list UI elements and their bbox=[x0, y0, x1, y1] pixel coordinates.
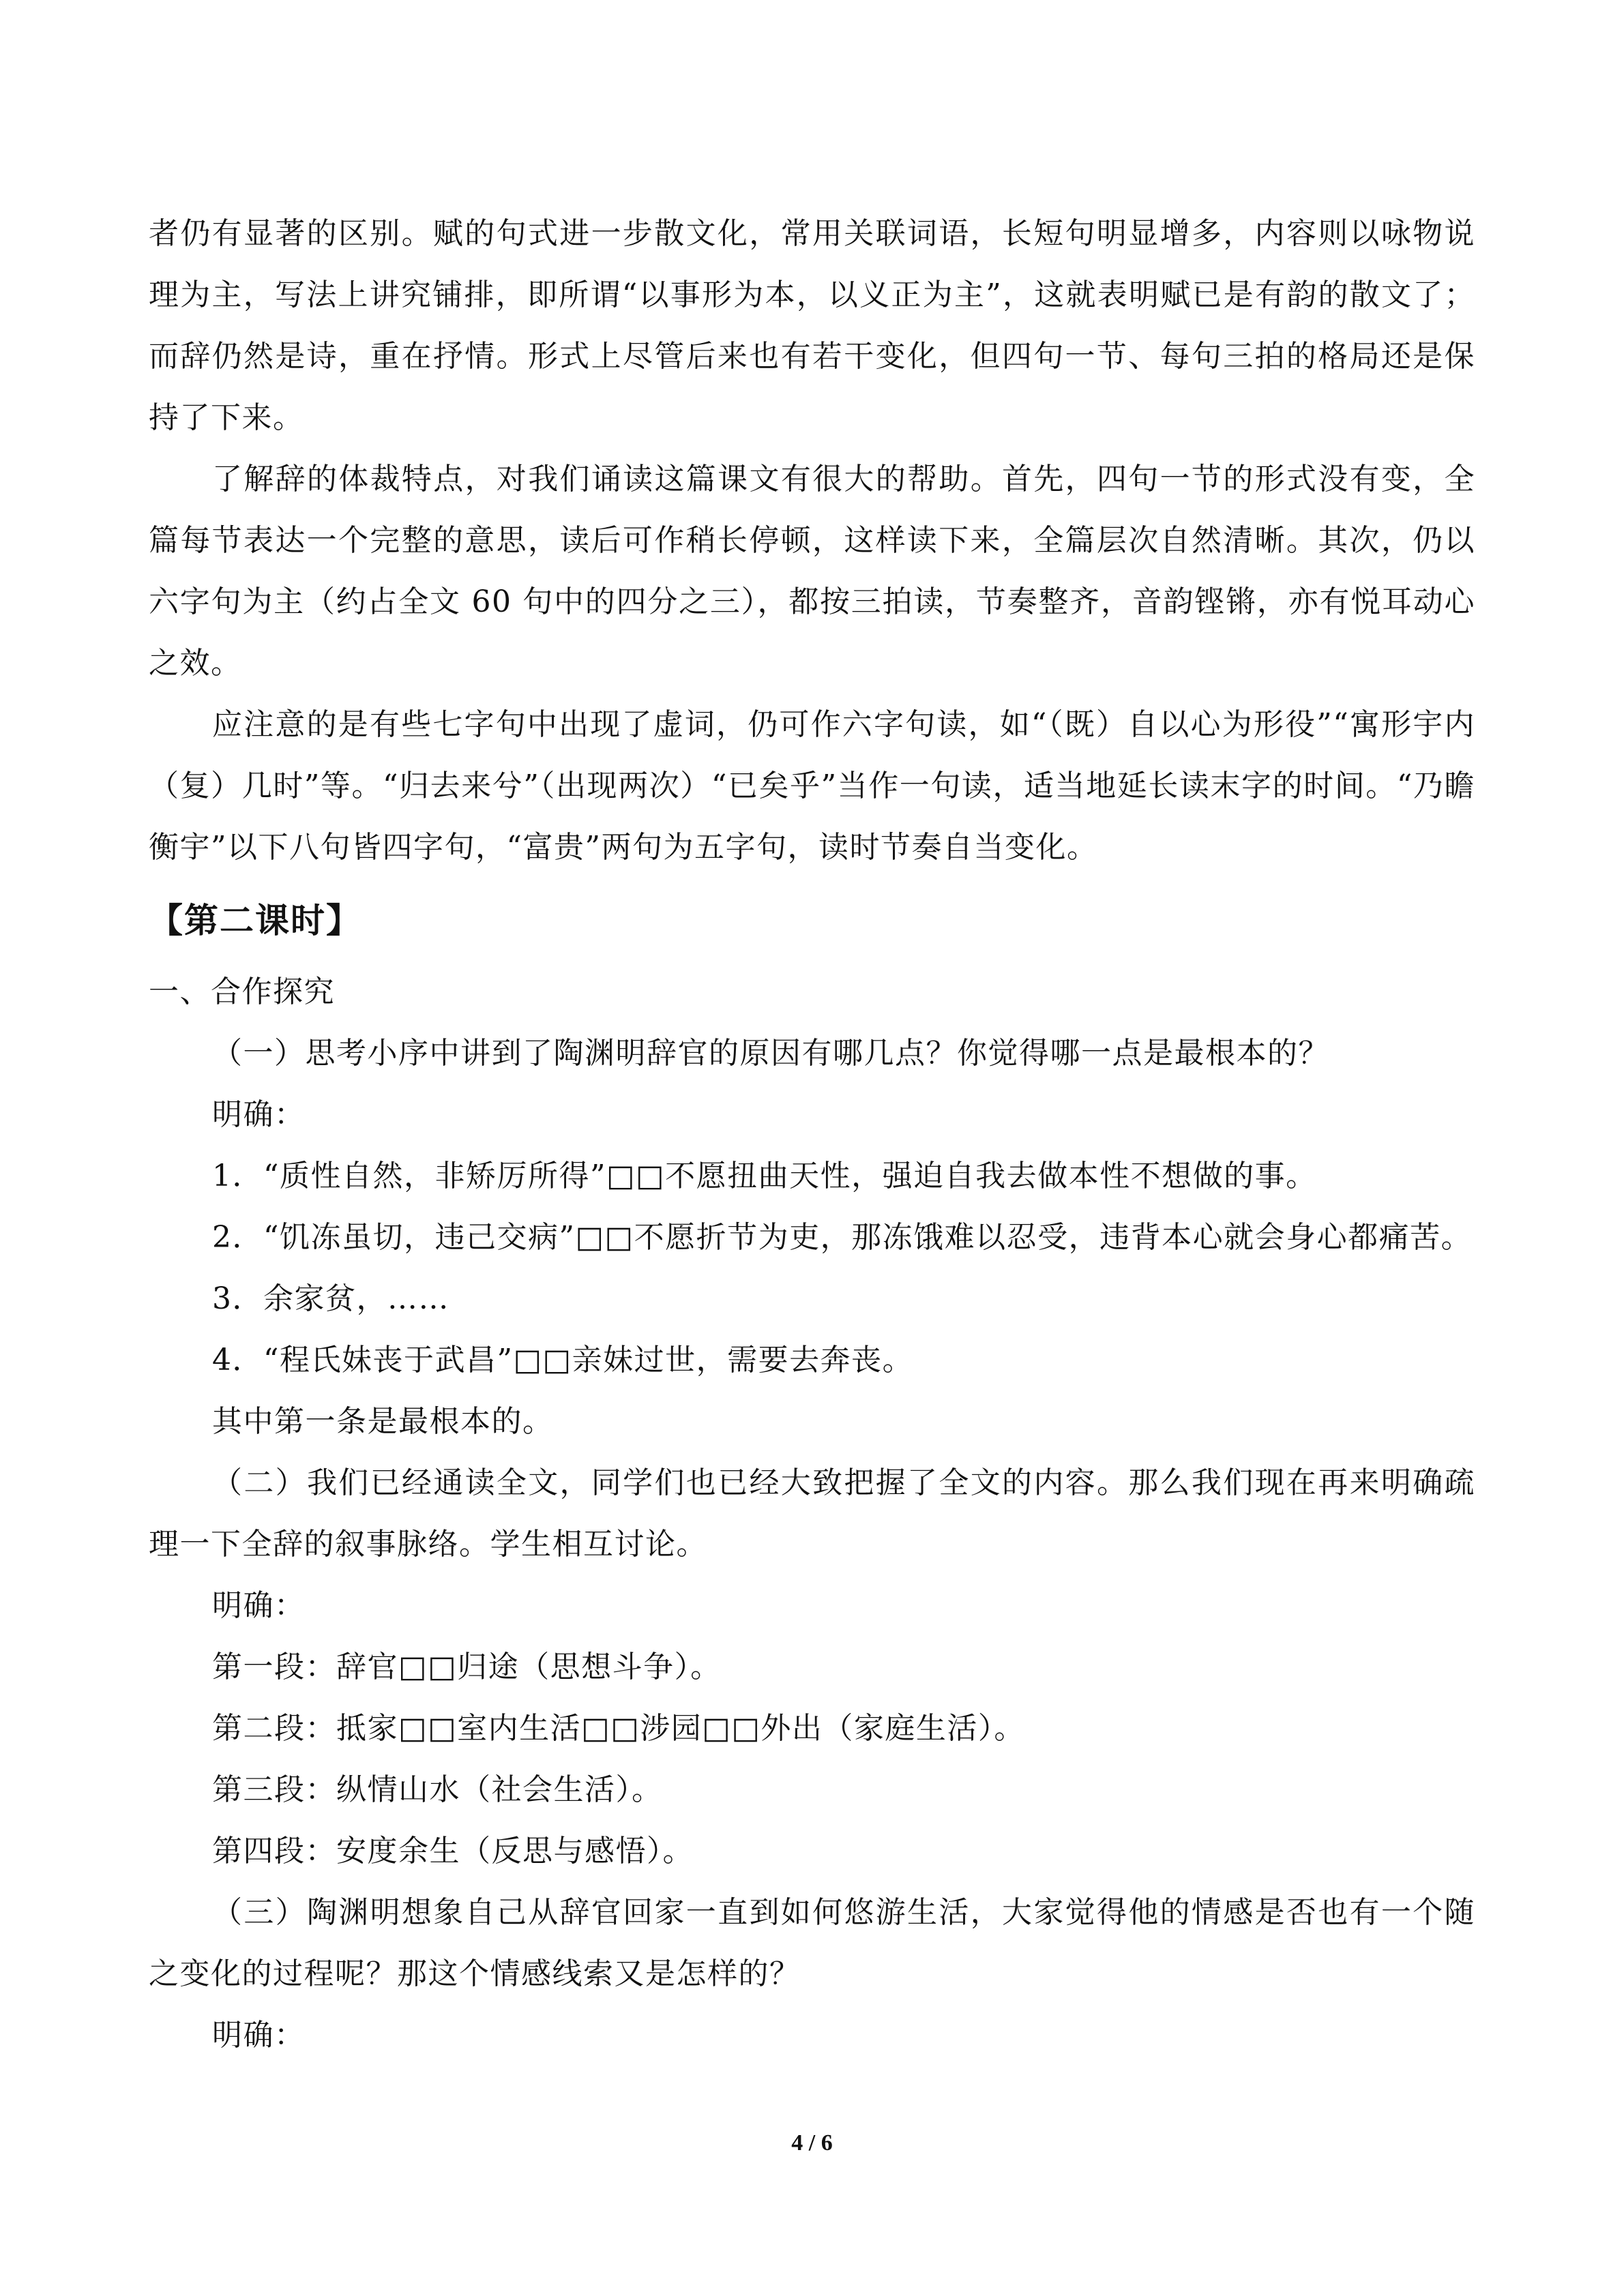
paragraph-reading-tips: 了解辞的体裁特点，对我们诵读这篇课文有很大的帮助。首先，四句一节的形式没有变，全篇每节表达一个完整的意思，读后可作稍长停顿，这样读下来，全篇层次自然清晰。其次，仍以六字句为主（约占全文 60 句中的四分之三），都按三拍读，节奏整齐，音韵铿锵，亦有悦耳动心之效。 bbox=[149, 462, 1475, 681]
part-title: 一、合作探究 bbox=[149, 974, 335, 1009]
reason-item: 2．“饥冻虽切，违己交病”□□不愿折节为吏，那冻饿难以忍受，违背本心就会身心都痛苦。 bbox=[212, 1220, 1473, 1255]
answer-label: 明确： bbox=[212, 1588, 306, 1623]
question-1: （一）思考小序中讲到了陶渊明辞官的原因有哪几点？你觉得哪一点是最根本的？ bbox=[212, 1036, 1329, 1071]
paragraph-reading-notes: 应注意的是有些七字句中出现了虚词，仍可作六字句读，如“（既）自以心为形役”“寓形宇内（复）几时”等。“归去来兮”（出现两次）“已矣乎”当作一句读，适当地延长读末字的时间。“乃瞻衡宇”以下八句皆四字句，“富贵”两句为五字句，读时节奏自当变化。 bbox=[149, 707, 1475, 865]
question-2: （二）我们已经通读全文，同学们也已经大致把握了全文的内容。那么我们现在再来明确疏理一下全辞的叙事脉络。学生相互讨论。 bbox=[149, 1465, 1475, 1562]
segment-item: 第三段：纵情山水（社会生活）。 bbox=[212, 1772, 663, 1807]
page-content bbox=[149, 203, 1475, 2066]
reason-item: 4．“程氏妹丧于武昌”□□亲妹过世，需要去奔丧。 bbox=[212, 1343, 914, 1377]
page-number: 4 / 6 bbox=[791, 2130, 833, 2156]
segment-item: 第一段：辞官□□归途（思想斗争）。 bbox=[212, 1650, 722, 1684]
answer-label: 明确： bbox=[212, 1097, 306, 1132]
segment-item: 第二段：抵家□□室内生活□□涉园□□外出（家庭生活）。 bbox=[212, 1711, 1025, 1746]
conclusion: 其中第一条是最根本的。 bbox=[212, 1404, 554, 1439]
answer-label: 明确： bbox=[212, 2018, 306, 2053]
question-3: （三）陶渊明想象自己从辞官回家一直到如何悠游生活，大家觉得他的情感是否也有一个随之变化的过程呢？那这个情感线索又是怎样的？ bbox=[149, 1895, 1475, 1991]
section-heading: 【第二课时】 bbox=[149, 901, 361, 940]
reason-item: 3．余家贫，…… bbox=[212, 1281, 449, 1316]
paragraph-continued: 者仍有显著的区别。赋的句式进一步散文化，常用关联词语，长短句明显增多，内容则以咏物说理为主，写法上讲究铺排，即所谓“以事形为本，以义正为主”，这就表明赋已是有韵的散文了；而辞仍然是诗，重在抒情。形式上尽管后来也有若干变化，但四句一节、每句三拍的格局还是保持了下来。 bbox=[149, 216, 1475, 435]
segment-item: 第四段：安度余生（反思与感悟）。 bbox=[212, 1834, 694, 1868]
reason-item: 1．“质性自然，非矫厉所得”□□不愿扭曲天性，强迫自我去做本性不想做的事。 bbox=[212, 1159, 1317, 1193]
